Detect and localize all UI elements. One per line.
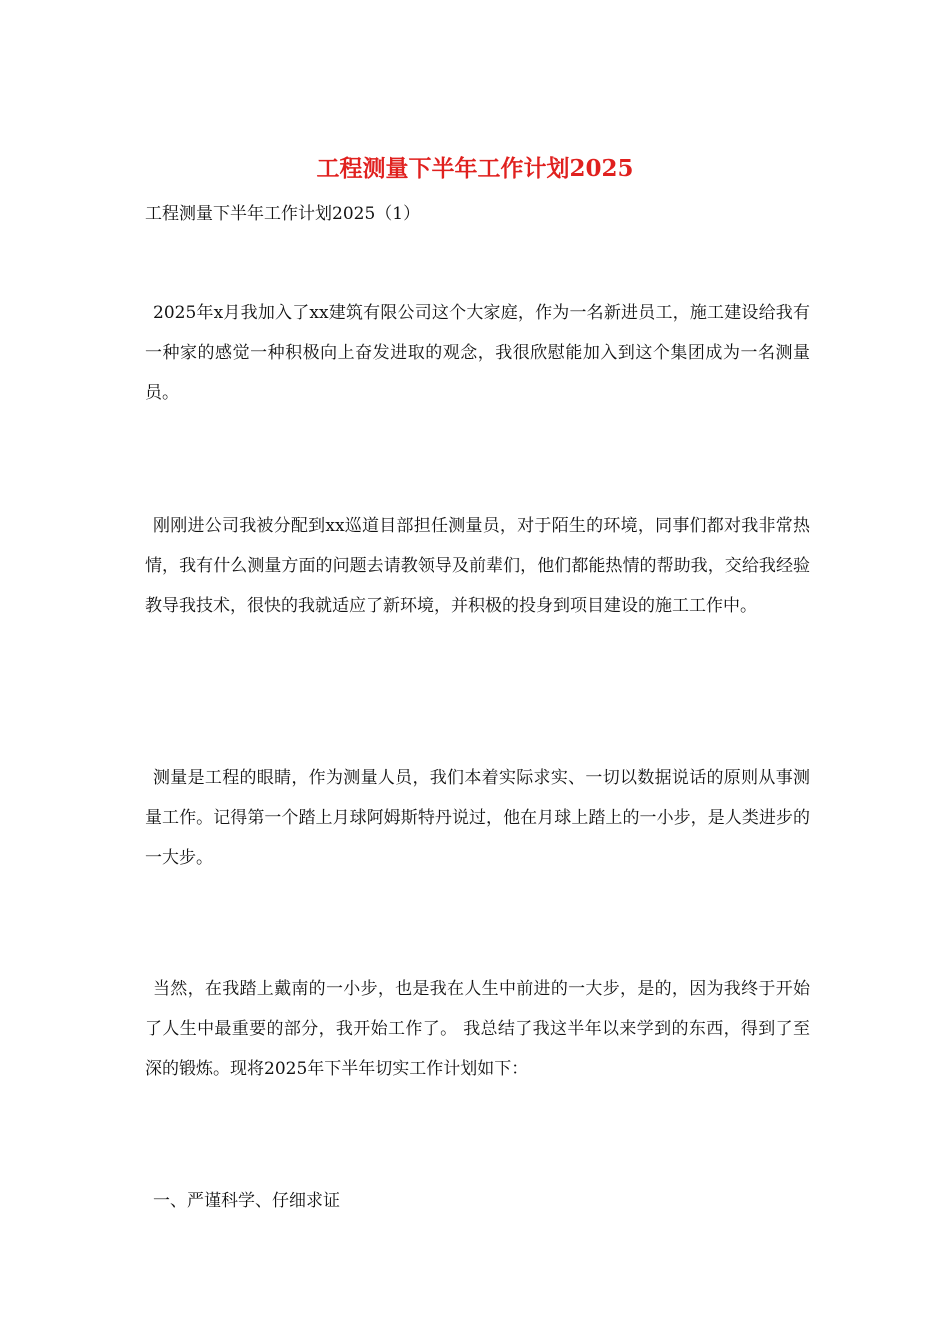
paragraph-1: 2025年x月我加入了xx建筑有限公司这个大家庭，作为一名新进员工，施工建设给我有一种家的感觉一种积极向上奋发进取的观念，我很欣慰能加入到这个集团成为一名测量员。 (145, 303, 810, 403)
document-subtitle: 工程测量下半年工作计划2025（1） (145, 204, 421, 224)
paragraph-2: 刚刚进公司我被分配到xx巡道目部担任测量员，对于陌生的环境，同事们都对我非常热情，我有什么测量方面的问题去请教领导及前辈们，他们都能热情的帮助我，交给我经验教导我技术，很快的我就适应了新环境，并积极的投身到项目建设的施工工作中。 (145, 516, 810, 616)
section-heading: 一、严谨科学、仔细求证 (153, 1191, 340, 1211)
paragraph-3: 测量是工程的眼睛，作为测量人员，我们本着实际求实、一切以数据说话的原则从事测量工作。记得第一个踏上月球阿姆斯特丹说过，他在月球上踏上的一小步，是人类进步的一大步。 (145, 768, 810, 868)
document-title: 工程测量下半年工作计划2025 (316, 155, 634, 182)
paragraph-4: 当然，在我踏上戴南的一小步，也是我在人生中前进的一大步，是的，因为我终于开始了人生中最重要的部分，我开始工作了。 我总结了我这半年以来学到的东西，得到了至深的锻炼。现将2025年下半年切实工作计划如下： (145, 979, 810, 1079)
